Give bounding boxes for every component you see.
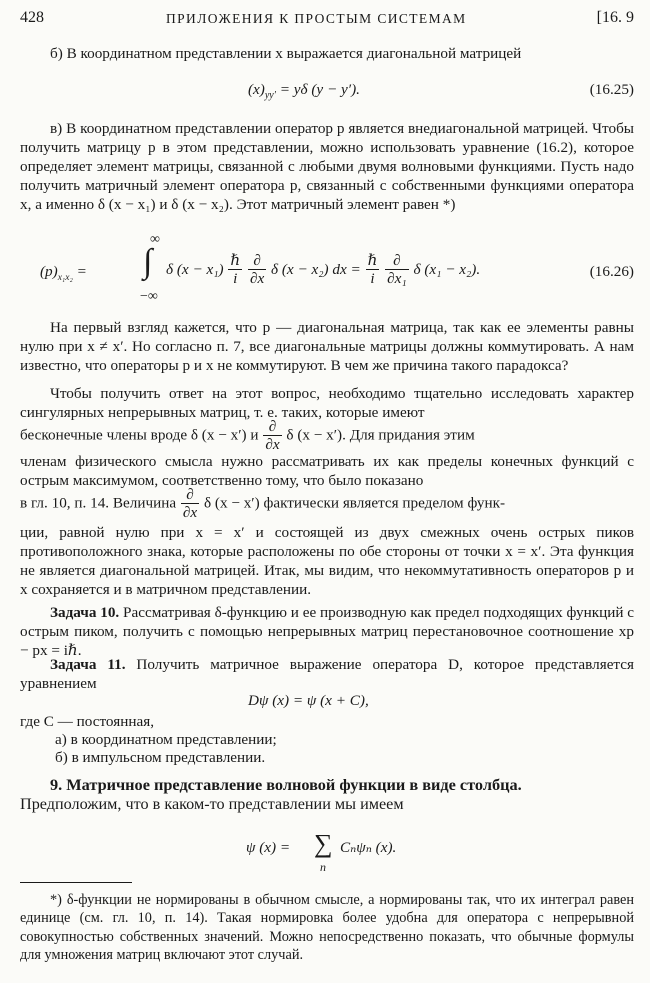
- frac-i: i: [233, 270, 238, 287]
- answer-frac-partial: ∂: [263, 418, 281, 436]
- answer-frac-partial-x: ∂x: [265, 436, 280, 453]
- answer-text-2b: δ (x − x′). Для придания этим: [282, 426, 475, 444]
- paragraph-first-glance: На первый взгляд кажется, что p — диагональная матрица, так как ее элементы равны нулю при x ≠ x′. Но согласно п. 7, все диагональные матрицы должны коммутировать. А нам известно, что операторы p и x не коммутируют. В чем же причина такого парадокса?: [20, 319, 634, 374]
- frac-partial-x1: ∂x₁: [387, 270, 407, 287]
- psi-rhs: Cₙψₙ (x).: [340, 839, 397, 856]
- page-number: 428: [20, 9, 44, 26]
- psi-lhs: ψ (x) =: [246, 839, 291, 856]
- sum-sign: ∑: [314, 829, 333, 858]
- task-11-label: Задача 11.: [50, 656, 126, 673]
- answer-frac-partial-2: ∂: [181, 486, 199, 504]
- paragraph-answer-line-4: [20, 486, 634, 526]
- frac-partial-2: ∂: [385, 252, 409, 270]
- eq-16-26-part1: δ (x − x₁): [166, 261, 224, 278]
- frac-i-2: i: [370, 270, 375, 287]
- integral-lower-limit: −∞: [140, 289, 158, 304]
- equation-d-operator: Dψ (x) = ψ (x + C),: [248, 692, 369, 709]
- answer-text-2a: бесконечные члены вроде δ (x − x′) и: [20, 426, 263, 444]
- task-10: [20, 603, 634, 660]
- equation-16-25-rhs: = yδ (y − y′).: [275, 81, 360, 98]
- paragraph-answer-line-5: ции, равной нулю при x = x′ и состоящей из двух смежных очень острых пиков противоположного знака, которые расположены по обе стороны от точки x = x′. Эта функция не является диагональной матрицей. Итак, мы видим, что некоммутативность операторов p и x сохраняется и в матричном представлении.: [20, 524, 634, 598]
- section-9-heading: 9. Матричное представление волновой функции в виде столбца.: [50, 775, 522, 794]
- task-11: [20, 655, 634, 693]
- frac-hbar: ℏ: [230, 252, 241, 269]
- item-b: б) в импульсном представлении.: [55, 749, 266, 766]
- equation-number-16-25: (16.25): [589, 81, 634, 98]
- equation-number-16-26: (16.26): [589, 263, 634, 280]
- integral-upper-limit: ∞: [150, 232, 160, 247]
- frac-partial-x: ∂x: [249, 270, 265, 287]
- footnote-rule: [20, 882, 132, 883]
- answer-text-4a: в гл. 10, п. 14. Величина: [20, 494, 180, 512]
- task-11-text: Получить матричное выражение оператора D, которое представляется уравнением: [20, 656, 634, 692]
- sum-index: n: [320, 860, 326, 874]
- eq-16-26-part3: δ (x₁ − x₂).: [413, 261, 481, 278]
- paragraph-answer-line-1: Чтобы получить ответ на этот вопрос, необходимо тщательно исследовать характер сингулярных непрерывных матриц, т. е. таких, которые имеют: [20, 385, 634, 421]
- where-c-constant: где C — постоянная,: [20, 713, 154, 730]
- section-reference: [16. 9: [596, 9, 634, 26]
- equation-16-25-lhs: (x): [248, 81, 265, 98]
- frac-partial: ∂: [248, 252, 266, 270]
- item-a: а) в координатном представлении;: [55, 731, 277, 748]
- paragraph-v: в) В координатном представлении оператор p является внедиагональной матрицей. Чтобы получить матрицу p в этом представлении, можно использовать уравнение (16.2), которое определяет элемент матрицы, связанной с любыми двумя волновыми функциями. Пусть надо получить матричный элемент оператора p, связанный с собственными функциями оператора x, а именно δ (x − x₁) и δ (x − x₂). Этот матричный элемент равен *): [20, 120, 634, 213]
- section-9-intro: Предположим, что в каком-то представлении мы имеем: [20, 795, 404, 813]
- frac-hbar-2: ℏ: [367, 252, 378, 269]
- footnote: *) δ-функции не нормированы в обычном смысле, а нормированы так, что их интеграл равен единице (см. гл. 10, п. 14). Такая нормировка более удобна для оператора с непрерывной совокупностью собственных значений. Можно непосредственно показать, что обычные формулы для умножения матриц включают этот случай.: [20, 892, 634, 963]
- task-10-label: Задача 10.: [50, 604, 120, 621]
- paragraph-answer-line-3: членам физического смысла нужно рассматривать их как пределы конечных функций с острым максимумом, соответственно тому, что было показано: [20, 453, 634, 489]
- answer-frac-partial-x-2: ∂x: [182, 504, 198, 521]
- integral-sign: ∫: [143, 243, 153, 280]
- answer-text-4b: δ (x − x′) фактически является пределом функ-: [200, 494, 506, 512]
- eq-16-26-part2: δ (x − x₂) dx =: [271, 261, 365, 278]
- eq-16-26-equals: =: [72, 263, 87, 280]
- eq-16-26-lhs: (p): [40, 263, 58, 280]
- eq-16-26-lhs-subscript: x₁x₂: [57, 273, 73, 284]
- equation-16-25-subscript: yy′: [264, 90, 276, 102]
- task-10-text: Рассматривая δ-функцию и ее производную как предел подходящих функций с острым пиком, получить с помощью непрерывных матриц перестановочное соотношение xp − px = iℏ.: [20, 604, 635, 659]
- paragraph-b: б) В координатном представлении x выражается диагональной матрицей: [50, 45, 522, 62]
- running-title: ПРИЛОЖЕНИЯ К ПРОСТЫМ СИСТЕМАМ: [166, 11, 467, 26]
- page-header: [20, 8, 634, 30]
